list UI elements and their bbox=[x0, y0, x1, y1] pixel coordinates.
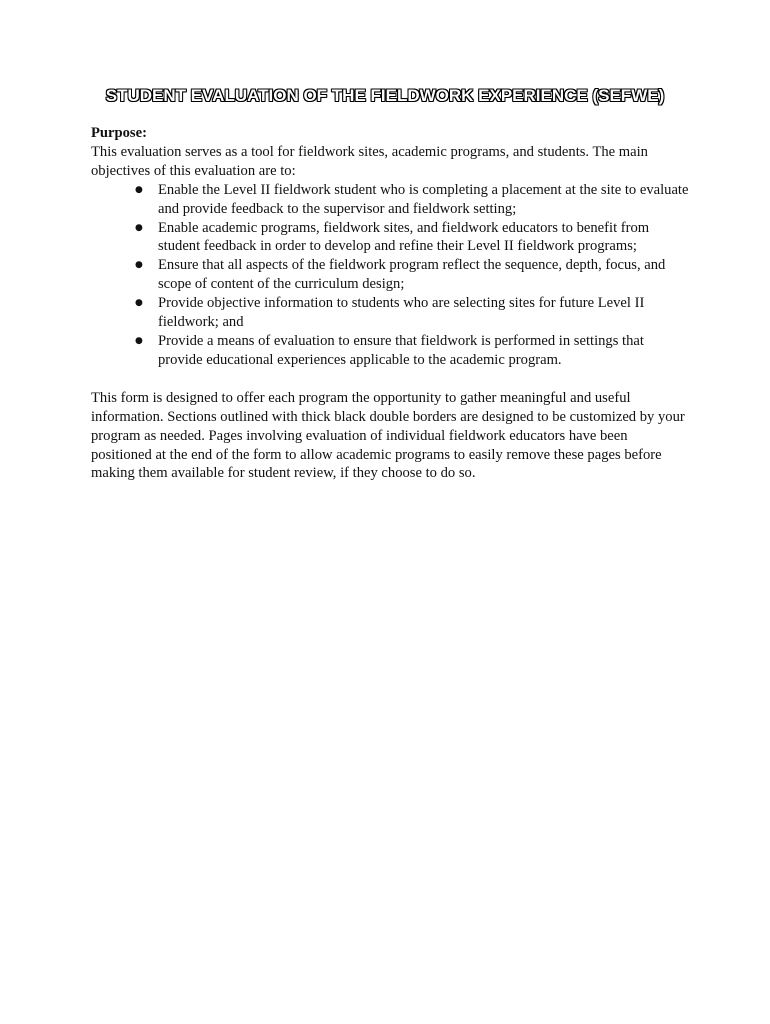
list-item bbox=[91, 219, 691, 257]
bullet-icon: ● bbox=[135, 298, 143, 309]
list-item bbox=[91, 181, 691, 219]
objective-text: Provide a means of evaluation to ensure that fieldwork is performed in settings that provide educational experiences applicable to the academic program. bbox=[158, 332, 644, 368]
purpose-intro: This evaluation serves as a tool for fieldwork sites, academic programs, and students. The main objectives of this evaluation are to: bbox=[91, 143, 648, 179]
list-item bbox=[91, 332, 691, 370]
bullet-icon: ● bbox=[135, 335, 143, 346]
objective-text: Enable academic programs, fieldwork sites, and fieldwork educators to benefit from student feedback in order to develop and refine their Level II fieldwork programs; bbox=[158, 219, 650, 255]
objective-text: Enable the Level II fieldwork student who is completing a placement at the site to evaluate and provide feedback to the supervisor and fieldwork setting; bbox=[158, 181, 689, 217]
document-body bbox=[91, 124, 691, 483]
purpose-heading: Purpose: bbox=[91, 125, 147, 141]
bullet-icon: ● bbox=[135, 260, 143, 271]
objectives-list bbox=[91, 181, 691, 370]
list-item bbox=[91, 294, 691, 332]
objective-text: Ensure that all aspects of the fieldwork program reflect the sequence, depth, focus, and scope of content of the curriculum design; bbox=[158, 257, 666, 293]
objective-text: Provide objective information to students who are selecting sites for future Level II fieldwork; and bbox=[158, 295, 645, 331]
bullet-icon: ● bbox=[135, 184, 143, 195]
closing-paragraph: This form is designed to offer each program the opportunity to gather meaningful and useful information. Sections outlined with thick black double borders are designed to be customized by your program as needed. Pages involving evaluation of individual fieldwork educators have been positioned at the end of the form to allow academic programs to easily remove these pages before making them available for student review, if they choose to do so. bbox=[91, 389, 685, 482]
document-title: STUDENT EVALUATION OF THE FIELDWORK EXPERIENCE (SEFWE) bbox=[105, 86, 665, 105]
list-item bbox=[91, 256, 691, 294]
bullet-icon: ● bbox=[135, 222, 143, 233]
